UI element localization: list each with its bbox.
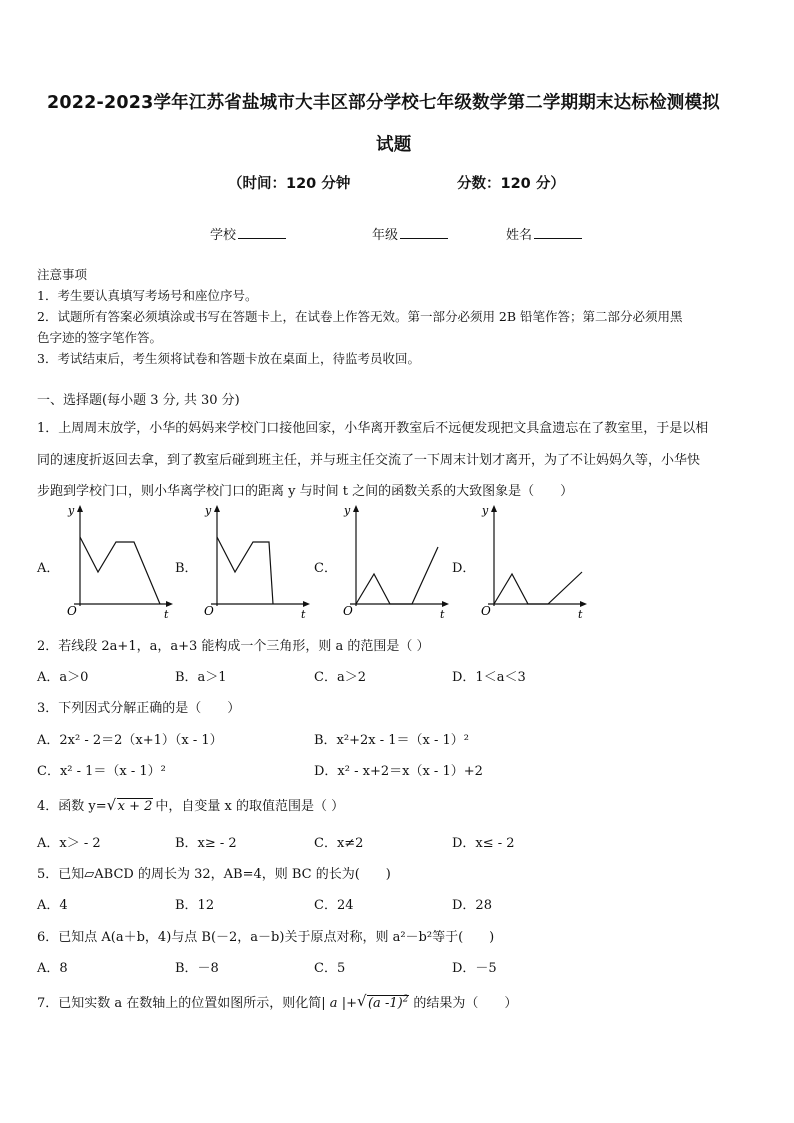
axis-x-label: t: [440, 608, 445, 621]
q3-option-b: B．x²+2x - 1＝（x - 1）²: [314, 733, 469, 748]
y-axis-arrow: [214, 505, 220, 512]
axis-x-label: t: [164, 608, 169, 621]
axis-x-label: t: [578, 608, 583, 621]
x-axis-arrow: [303, 601, 310, 607]
q6-option-b: B．－8: [175, 961, 219, 976]
q7-abs-expr: | a |: [321, 996, 347, 1011]
axis-y-label: y: [482, 504, 489, 517]
q1-line3: 步跑到学校门口，则小华离学校门口的距离 y 与时间 t 之间的函数关系的大致图象是（ ）: [37, 484, 574, 499]
q5-option-a: A．4: [37, 898, 68, 913]
y-axis-arrow: [491, 505, 497, 512]
origin-label: O: [481, 604, 491, 618]
notice-item-2-cont: 色字迹的签字笔作答。: [37, 330, 163, 345]
axis-y-label: y: [68, 504, 75, 517]
q4-stem-post: 中，自变量 x 的取值范围是（ ）: [155, 799, 345, 814]
graph-line: [494, 572, 582, 604]
q2-option-a: A．a＞0: [37, 670, 89, 685]
time-info: （时间：120 分钟: [228, 176, 351, 192]
q4-sqrt: [106, 796, 154, 814]
sqrt-sign-icon: √: [356, 991, 367, 1010]
q6-option-d: D．－5: [452, 961, 497, 976]
q6-stem: 6．已知点 A(a＋b，4)与点 B(－2，a－b)关于原点对称，则 a²－b²等于( ): [37, 930, 495, 945]
q6-option-a: A．8: [37, 961, 68, 976]
q7-exponent: 2: [402, 994, 409, 1005]
q4-option-a: A．x＞ - 2: [37, 836, 101, 851]
q7-plus: +: [346, 996, 357, 1011]
x-axis-arrow: [442, 601, 449, 607]
q6-option-c: C．5: [314, 961, 346, 976]
grade-field: [372, 224, 448, 243]
q5-option-d: D．28: [452, 898, 492, 913]
q4-stem-pre: 4．函数 y=: [37, 799, 107, 814]
graph-line: [356, 547, 438, 604]
y-axis-arrow: [353, 505, 359, 512]
graph-line: [80, 537, 160, 604]
name-field: [506, 224, 582, 243]
x-axis-arrow: [166, 601, 173, 607]
q4-option-d: D．x≤ - 2: [452, 836, 515, 851]
section-heading: 一、选择题(每小题 3 分, 共 30 分): [37, 393, 240, 408]
exam-title-line1: 2022-2023学年江苏省盐城市大丰区部分学校七年级数学第二学期期末达标检测模拟: [47, 93, 720, 113]
exam-title-line2: 试题: [376, 135, 412, 155]
grade-field-label: 年级: [372, 228, 399, 243]
q7-radicand-text: (a -1): [367, 996, 403, 1011]
axis-y-label: y: [205, 504, 212, 517]
notice-item-3: 3．考试结束后，考生须将试卷和答题卡放在桌面上，待监考员收回。: [37, 351, 420, 366]
score-info: 分数：120 分）: [457, 176, 565, 192]
x-axis-arrow: [580, 601, 587, 607]
notice-item-2: 2．试题所有答案必须填涂或书写在答题卡上，在试卷上作答无效。第一部分必须用 2B 铅笔作答；第二部分必须用黑: [37, 309, 683, 324]
q2-option-b: B．a＞1: [175, 670, 227, 685]
origin-label: O: [204, 604, 214, 618]
notice-item-1: 1．考生要认真填写考场号和座位序号。: [37, 288, 258, 303]
q1-option-b-label: B．: [175, 561, 198, 576]
axis-y-label: y: [344, 504, 351, 517]
q1-option-c-label: C．: [314, 561, 337, 576]
q4-option-c: C．x≠2: [314, 836, 364, 851]
q1-graph-d: [472, 502, 592, 622]
q3-option-a: A．2x² - 2＝2（x+1）（x - 1）: [37, 733, 223, 748]
q4-radicand: x + 2: [117, 799, 153, 814]
q2-stem: 2．若线段 2a+1，a，a+3 能构成一个三角形，则 a 的范围是（ ）: [37, 639, 430, 654]
name-field-blank: [534, 226, 582, 239]
q1-graph-c: [334, 502, 454, 622]
graph-line: [217, 537, 273, 604]
origin-label: O: [67, 604, 77, 618]
name-field-label: 姓名: [506, 228, 533, 243]
axis-x-label: t: [301, 608, 306, 621]
q7-stem-post: 的结果为（ ）: [413, 996, 518, 1011]
notice-heading: 注意事项: [37, 267, 88, 282]
sqrt-sign-icon: √: [106, 796, 117, 814]
q1-graph-a: [58, 502, 178, 622]
grade-field-blank: [400, 226, 448, 239]
school-field-label: 学校: [210, 228, 237, 243]
q2-option-d: D．1＜a＜3: [452, 670, 526, 685]
q4-option-b: B．x≥ - 2: [175, 836, 237, 851]
q3-option-c: C．x² - 1＝（x - 1）²: [37, 764, 166, 779]
q1-graph-b: [195, 502, 315, 622]
q5-option-c: C．24: [314, 898, 354, 913]
q4-stem: [37, 795, 344, 814]
school-field-blank: [238, 226, 286, 239]
q7-sqrt: [356, 991, 409, 1011]
q7-stem: [37, 992, 517, 1011]
q7-stem-pre: 7．已知实数 a 在数轴上的位置如图所示，则化简: [37, 996, 322, 1011]
q5-stem: 5．已知▱ABCD 的周长为 32，AB=4，则 BC 的长为( ): [37, 867, 391, 882]
q1-option-d-label: D．: [452, 561, 476, 576]
y-axis-arrow: [77, 505, 83, 512]
q3-stem: 3．下列因式分解正确的是（ ）: [37, 701, 241, 716]
q1-line1: 1．上周周末放学，小华的妈妈来学校门口接他回家，小华离开教室后不远便发现把文具盒遗忘在了教室里，于是以相: [37, 421, 709, 436]
q5-option-b: B．12: [175, 898, 215, 913]
q1-option-a-label: A．: [37, 561, 60, 576]
q2-option-c: C．a＞2: [314, 670, 366, 685]
q3-option-d: D．x² - x+2＝x（x - 1）+2: [314, 764, 483, 779]
origin-label: O: [343, 604, 353, 618]
q7-radicand: [367, 995, 409, 1011]
q1-line2: 同的速度折返回去拿，到了教室后碰到班主任，并与班主任交流了一下周末计划才离开，为了不让妈妈久等，小华快: [37, 453, 701, 468]
school-field: [210, 224, 286, 243]
